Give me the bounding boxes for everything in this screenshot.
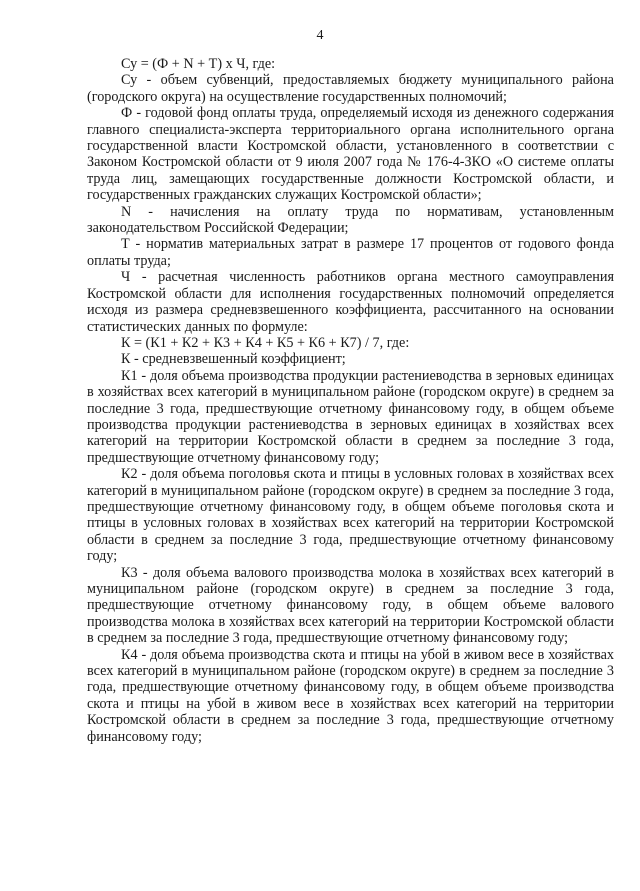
definition-k: К - средневзвешенный коэффициент;	[121, 351, 346, 368]
document-body	[87, 56, 614, 745]
definition-k3: К3 - доля объема валового производства молока в хозяйствах всех категорий в муниципальном районе (городском округе) в среднем за последние 3 года, предшествующие отчетному финансовому году, в общем объеме валового производства молока в хозяйствах всех категорий на территории Костромской области в среднем за последние 3 года, предшествующие отчетному финансовому году;	[87, 564, 614, 647]
page-number: 4	[316, 28, 324, 43]
definition-n: N - начисления на оплату труда по нормативам, установленным законодательством Российской Федерации;	[87, 203, 614, 237]
definition-t: Т - норматив материальных затрат в размере 17 процентов от годового фонда оплаты труда;	[87, 236, 614, 269]
subsidy-formula: Су = (Ф + N + Т) х Ч, где:	[121, 56, 276, 72]
definition-k1: К1 - доля объема производства продукции растениеводства в зерновых единицах в хозяйствах всех категорий в муниципальном районе (городском округе) в среднем за последние 3 года, предшествующие отчетному финансовому году, в общем объеме производства продукции растениеводства в зерновых единицах в хозяйствах всех категорий на территории Костромской области в среднем за последние 3 года, предшествующие отчетному финансовому году;	[87, 367, 614, 466]
definition-su: Су - объем субвенций, предоставляемых бюджету муниципального района (городского округа) на осуществление государственных полномочий;	[87, 72, 614, 105]
coefficient-formula: К = (К1 + К2 + К3 + К4 + К5 + К6 + К7) / 7, где:	[121, 334, 410, 351]
definition-k2: К2 - доля объема поголовья скота и птицы в условных головах в хозяйствах всех категорий в муниципальном районе (городском округе) в среднем за последние 3 года, предшествующие отчетному финансовому году, в общем объеме поголовья скота и птицы в условных головах в хозяйствах всех категорий на территории Костромской области в среднем за последние 3 года, предшествующие отчетному финансовому году;	[87, 466, 614, 565]
definition-ch: Ч - расчетная численность работников органа местного самоуправления Костромской области для исполнения государственных полномочий определяется исходя из размера средневзвешенного коэффициента, рассчитанного на основании статистических данных по формуле:	[87, 269, 614, 335]
definition-f: Ф - годовой фонд оплаты труда, определяемый исходя из денежного содержания главного специалиста-эксперта территориального органа исполнительного органа государственной власти Костромской области, установленного в соответствии с Законом Костромской области от 9 июля 2007 года № 176-4-ЗКО «О системе оплаты труда лиц, замещающих государственные должности Костромской области, и государственных гражданских служащих Костромской области»;	[87, 105, 614, 204]
definition-k4: К4 - доля объема производства скота и птицы на убой в живом весе в хозяйствах всех категорий в муниципальном районе (городском округе) в среднем за последние 3 года, предшествующие отчетному финансовому году, в общем объеме производства скота и птицы на убой в живом весе в хозяйствах всех категорий на территории Костромской области в среднем за последние 3 года, предшествующие отчетному финансовому году;	[87, 646, 614, 745]
